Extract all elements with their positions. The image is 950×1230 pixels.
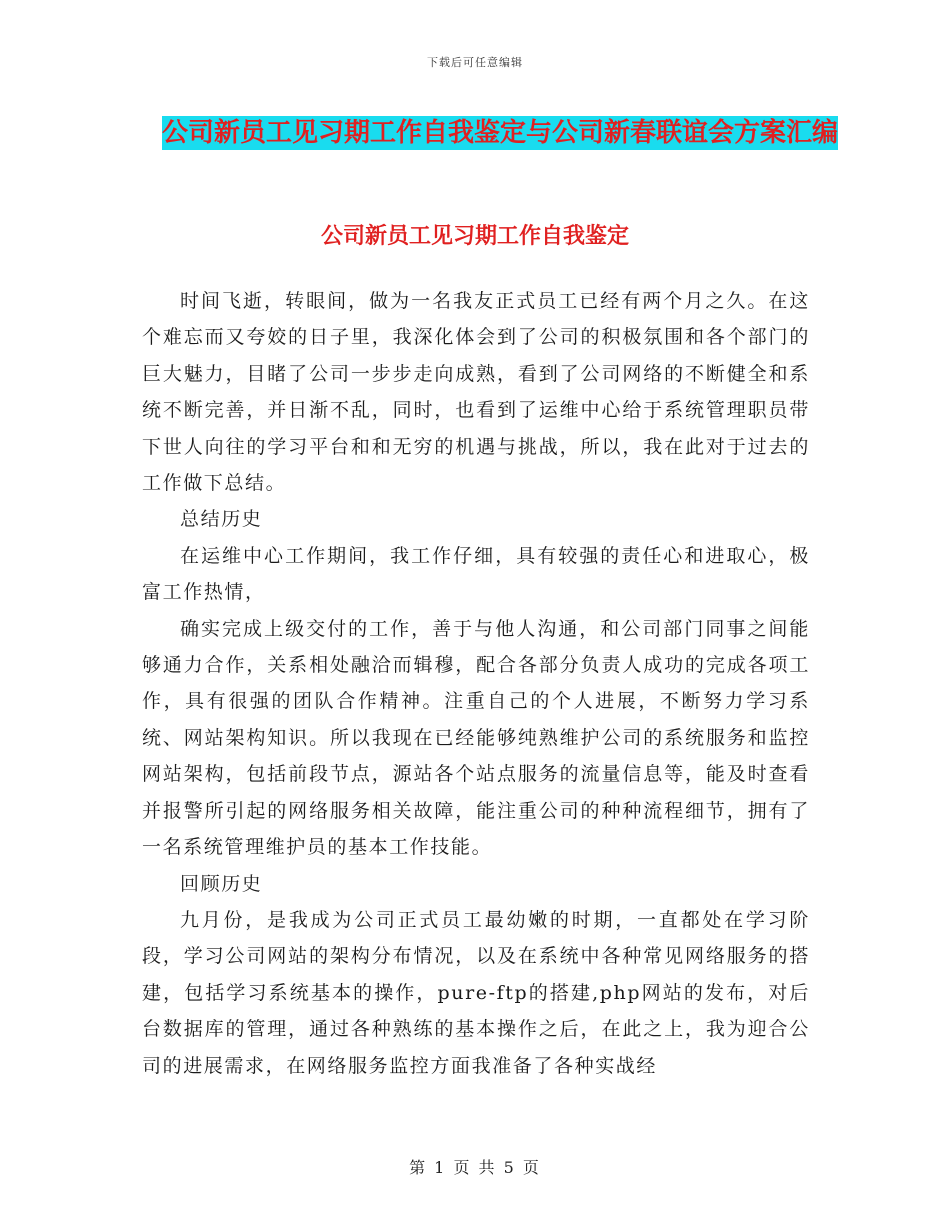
- section-heading-review: 回顾历史: [180, 872, 263, 895]
- main-title-text: 公司新员工见习期工作自我鉴定与公司新春联谊会方案汇编: [161, 118, 838, 148]
- paragraph: 时间飞逝，转眼间，做为一名我友正式员工已经有两个月之久。在这个难忘而又夸姣的日子里，我深化体会到了公司的积极氛围和各个部门的巨大魅力，目睹了公司一步步走向成熟，看到了公司网络的不断健全和系统不断完善，并日渐不乱，同时，也看到了运维中心给于系统管理职员带下世人向往的学习平台和和无穷的机遇与挑战，所以，我在此对于过去的工作做下总结。: [142, 290, 810, 495]
- document-body: [142, 283, 810, 1084]
- paragraph: 确实完成上级交付的工作，善于与他人沟通，和公司部门同事之间能够通力合作，关系相处融洽而辑穆，配合各部分负责人成功的完成各项工作，具有很强的团队合作精神。注重自己的个人进展，不断努力学习系统、网站架构知识。所以我现在已经能够纯熟维护公司的系统服务和监控网站架构，包括前段节点，源站各个站点服务的流量信息等，能及时查看并报警所引起的网络服务相关故障，能注重公司的种种流程细节，拥有了一名系统管理维护员的基本工作技能。: [142, 617, 810, 859]
- document-main-title: [150, 108, 850, 158]
- section-heading-summary: 总结历史: [180, 508, 263, 531]
- section-title: 公司新员工见习期工作自我鉴定: [320, 223, 629, 249]
- page-indicator: 第 1 页 共 5 页: [409, 1158, 541, 1177]
- header-note: 下载后可任意编辑: [427, 56, 523, 69]
- paragraph: 在运维中心工作期间，我工作仔细，具有较强的责任心和进取心，极富工作热情，: [142, 544, 810, 604]
- paragraph: 九月份，是我成为公司正式员工最幼嫩的时期，一直都处在学习阶段，学习公司网站的架构分布情况，以及在系统中各种常见网络服务的搭建，包括学习系统基本的操作，pure-ftp的搭建,php网站的发布，对后台数据库的管理，通过各种熟练的基本操作之后，在此之上，我为迎合公司的进展需求，在网络服务监控方面我准备了各种实战经: [142, 908, 810, 1077]
